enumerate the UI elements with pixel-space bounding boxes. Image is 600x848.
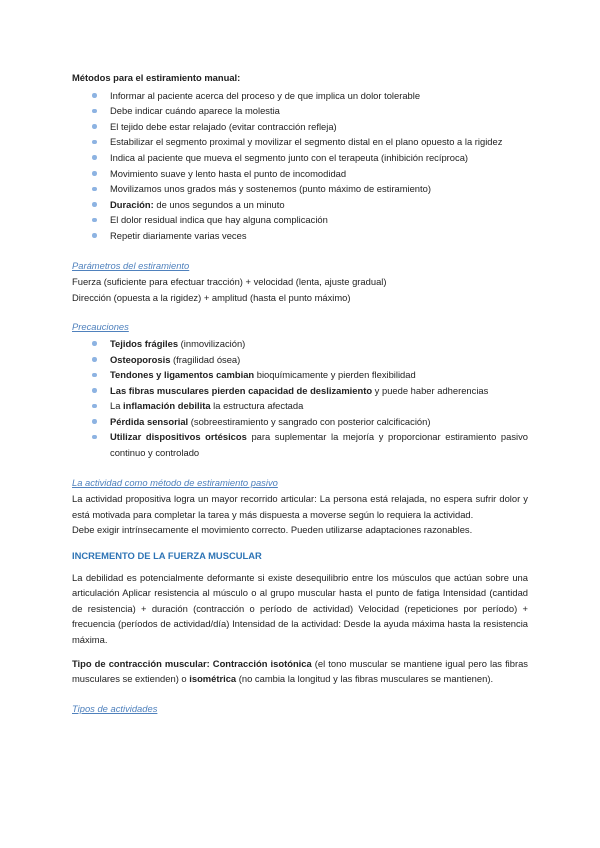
metodos-heading: Métodos para el estiramiento manual: bbox=[72, 72, 241, 83]
list-item: Duración: de unos segundos a un minuto bbox=[72, 197, 528, 213]
actividad-paragraph: La actividad propositiva logra un mayor recorrido articular: La persona está relajada, no espera sufrir dolor y está motivada para completar la tarea y más dispuesta a moverse según lo requiera la actividad. bbox=[72, 493, 528, 520]
parametros-line: Dirección (opuesta a la rigidez) + amplitud (hasta el punto máximo) bbox=[72, 291, 351, 303]
list-item: Tejidos frágiles (inmovilización) bbox=[72, 336, 528, 352]
list-item: Las fibras musculares pierden capacidad de deslizamiento y puede haber adherencias bbox=[72, 383, 528, 399]
list-item: Debe indicar cuándo aparece la molestia bbox=[72, 103, 528, 119]
precauciones-title: Precauciones bbox=[72, 321, 129, 333]
fuerza-section-title: INCREMENTO DE LA FUERZA MUSCULAR bbox=[72, 550, 262, 562]
metodos-list bbox=[72, 88, 528, 244]
parametros-title: Parámetros del estiramiento bbox=[72, 259, 190, 271]
list-item: Indica al paciente que mueva el segmento junto con el terapeuta (inhibición recíproca) bbox=[72, 150, 528, 166]
fuerza-paragraph: La debilidad es potencialmente deformante si existe desequilibrio entre los músculos que actúan sobre una articulación Aplicar resistencia al músculo o al grupo muscular hasta el punto de fatiga Intensidad (cantidad de resistencia) + duración (contracción o período de actividad) Velocidad (repeticiones por período) + frecuencia (períodos de actividad/día) Intensidad de la actividad: Desde la ayuda máxima hasta la resistencia máxima. bbox=[72, 571, 528, 645]
list-item: El tejido debe estar relajado (evitar contracción refleja) bbox=[72, 119, 528, 135]
precauciones-list bbox=[72, 336, 528, 461]
list-item: Movilizamos unos grados más y sostenemos (punto máximo de estiramiento) bbox=[72, 181, 528, 197]
actividad-paragraph: Debe exigir intrínsecamente el movimiento correcto. Pueden utilizarse adaptaciones razonables. bbox=[72, 524, 473, 536]
list-item: El dolor residual indica que hay alguna complicación bbox=[72, 212, 528, 228]
list-item: Tendones y ligamentos cambian bioquímicamente y pierden flexibilidad bbox=[72, 367, 528, 383]
list-item: Pérdida sensorial (sobreestiramiento y sangrado con posterior calcificación) bbox=[72, 414, 528, 430]
tipos-title: Tipos de actividades bbox=[72, 702, 158, 714]
list-item: Utilizar dispositivos ortésicos para suplementar la mejoría y proporcionar estiramiento pasivo continuo y controlado bbox=[72, 429, 528, 460]
actividad-title: La actividad como método de estiramiento pasivo bbox=[72, 476, 278, 488]
document-page bbox=[72, 70, 528, 717]
parametros-line: Fuerza (suficiente para efectuar tracción) + velocidad (lenta, ajuste gradual) bbox=[72, 276, 387, 288]
list-item: La inflamación debilita la estructura afectada bbox=[72, 398, 528, 414]
tipo-contraccion-paragraph: Tipo de contracción muscular: Contracción isotónica (el tono muscular se mantiene igual pero las fibras musculares se extienden) o isométrica (no cambia la longitud y las fibras musculares se mantienen). bbox=[72, 657, 528, 685]
list-item: Informar al paciente acerca del proceso y de que implica un dolor tolerable bbox=[72, 88, 528, 104]
list-item: Estabilizar el segmento proximal y movilizar el segmento distal en el plano opuesto a la rigidez bbox=[72, 134, 528, 150]
list-item: Repetir diariamente varias veces bbox=[72, 228, 528, 244]
list-item: Osteoporosis (fragilidad ósea) bbox=[72, 352, 528, 368]
list-item: Movimiento suave y lento hasta el punto de incomodidad bbox=[72, 166, 528, 182]
